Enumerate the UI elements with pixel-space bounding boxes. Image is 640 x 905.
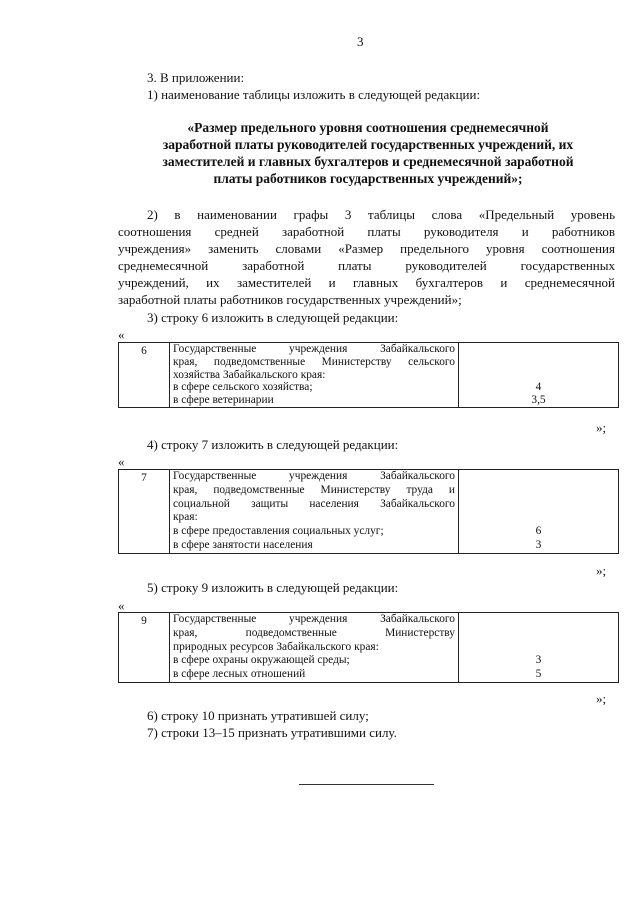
- open-quote: «: [118, 454, 125, 469]
- row-6-table: [118, 342, 619, 408]
- table-title-new: [118, 119, 618, 187]
- value: 3: [535, 538, 542, 551]
- title-line: заработной платы руководителей государственных учреждений, их: [162, 137, 574, 152]
- desc-line: края, подведомственные Министерству сельского: [173, 355, 455, 368]
- closing-rule: [299, 784, 434, 785]
- subitem-3: 3) строку 6 изложить в следующей редакции:: [147, 310, 399, 325]
- subitem-2-paragraph: [118, 206, 615, 308]
- title-line: заместителей и главных бухгалтеров и среднемесячной заработной: [162, 154, 574, 169]
- desc-line: в сфере лесных отношений: [173, 668, 306, 681]
- row-values: [459, 613, 619, 683]
- title-line: «Размер предельного уровня соотношения среднемесячной: [187, 120, 549, 135]
- row-values: [459, 343, 619, 408]
- row-description: [170, 470, 459, 554]
- desc-line: в сфере предоставления социальных услуг;: [173, 525, 384, 538]
- row-description: [170, 613, 459, 683]
- para-line: учреждений, их заместителей и главных бухгалтеров и среднемесячной: [118, 275, 615, 290]
- desc-line: Государственные учреждения Забайкальского: [173, 470, 455, 482]
- desc-line: в сфере занятости населения: [173, 538, 313, 551]
- value: 6: [535, 525, 542, 538]
- close-quote: »;: [596, 563, 607, 578]
- value: 3,5: [531, 394, 546, 407]
- subitem-6: 6) строку 10 признать утратившей силу;: [147, 708, 369, 723]
- value: 5: [535, 668, 542, 681]
- para-line: учреждения» заменить словами «Размер предельного уровня соотношения: [118, 241, 615, 256]
- para-line: заработной платы работников государственных учреждений»;: [118, 292, 462, 307]
- desc-line: края:: [173, 511, 198, 524]
- close-quote: »;: [596, 420, 607, 435]
- row-7-table: [118, 469, 619, 554]
- para-line: среднемесячной заработной платы руководителей государственных: [118, 258, 615, 273]
- desc-line: Государственные учреждения Забайкальского: [173, 343, 455, 355]
- subitem-1: 1) наименование таблицы изложить в следующей редакции:: [147, 87, 481, 102]
- subitem-5: 5) строку 9 изложить в следующей редакции:: [147, 580, 399, 595]
- desc-line: края, подведомственные Министерству труда и: [173, 483, 455, 496]
- row-9-table: [118, 612, 619, 683]
- value: 4: [535, 381, 542, 394]
- item-3-heading: 3. В приложении:: [147, 70, 245, 85]
- title-line: платы работников государственных учреждений»;: [213, 171, 523, 186]
- desc-line: края, подведомственные Министерству: [173, 626, 455, 639]
- row-number: 7: [119, 470, 170, 554]
- row-values: [459, 470, 619, 554]
- desc-line: в сфере ветеринарии: [173, 394, 274, 407]
- desc-line: социальной защиты населения Забайкальского: [173, 497, 455, 510]
- desc-line: в сфере сельского хозяйства;: [173, 381, 313, 394]
- desc-line: в сфере охраны окружающей среды;: [173, 654, 350, 667]
- para-line: 2) в наименовании графы 3 таблицы слова «Предельный уровень: [147, 207, 615, 222]
- close-quote: »;: [596, 691, 607, 706]
- desc-line: хозяйства Забайкальского края:: [173, 368, 326, 381]
- value: 3: [535, 654, 542, 667]
- page-number: 3: [357, 34, 364, 49]
- row-number: 6: [119, 343, 170, 408]
- para-line: соотношения средней заработной платы руководителя и работников: [118, 224, 615, 239]
- subitem-7: 7) строки 13–15 признать утратившими силу.: [147, 725, 397, 740]
- row-number: 9: [119, 613, 170, 683]
- desc-line: природных ресурсов Забайкальского края:: [173, 640, 379, 653]
- open-quote: «: [118, 327, 125, 342]
- subitem-4: 4) строку 7 изложить в следующей редакции:: [147, 437, 399, 452]
- desc-line: Государственные учреждения Забайкальского: [173, 613, 455, 625]
- open-quote: «: [118, 598, 125, 613]
- row-description: [170, 343, 459, 408]
